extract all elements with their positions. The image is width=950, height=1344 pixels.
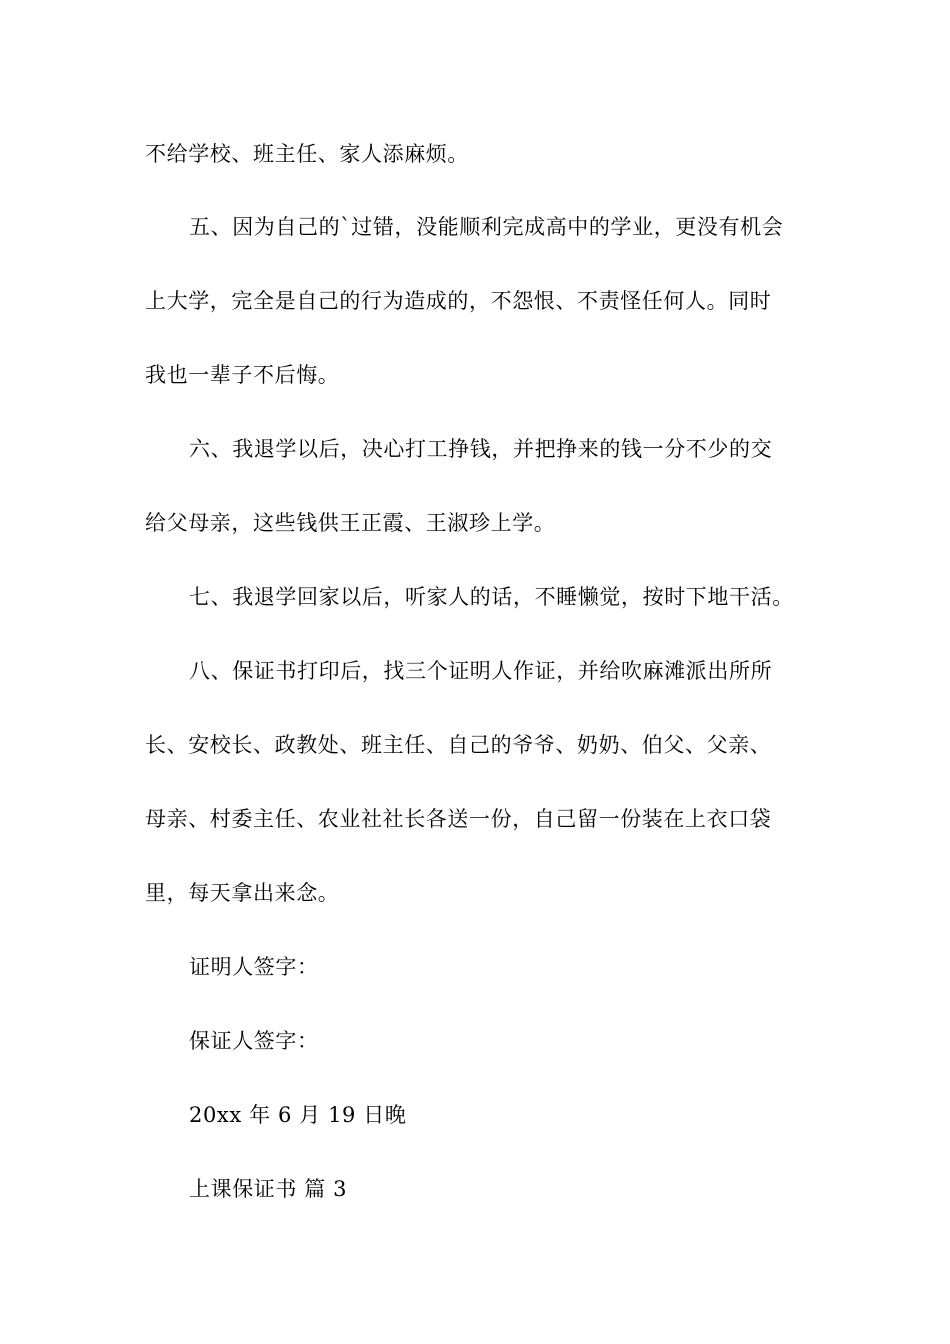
paragraph-8-line-1: 八、保证书打印后，找三个证明人作证，并给吹麻滩派出所所: [189, 659, 773, 683]
paragraph-8-line-4: 里，每天拿出来念。: [145, 881, 340, 905]
section-heading: 上课保证书 篇 3: [189, 1177, 348, 1201]
witness-signature-label: 证明人签字：: [189, 955, 319, 979]
paragraph-5-line-3: 我也一辈子不后悔。: [145, 363, 340, 387]
paragraph-6-line-2: 给父母亲，这些钱供王正霞、王淑珍上学。: [145, 511, 556, 535]
guarantor-signature-label: 保证人签字：: [189, 1029, 319, 1053]
paragraph-8-line-2: 长、安校长、政教处、班主任、自己的爷爷、奶奶、伯父、父亲、: [145, 733, 772, 757]
paragraph-8-line-3: 母亲、村委主任、农业社社长各送一份，自己留一份装在上衣口袋: [145, 807, 772, 831]
paragraph-7: 七、我退学回家以后，听家人的话，不睡懒觉，按时下地干活。: [189, 585, 794, 609]
paragraph-4-end: 不给学校、班主任、家人添麻烦。: [145, 142, 469, 166]
paragraph-5-line-1: 五、因为自己的`过错，没能顺利完成高中的学业，更没有机会: [189, 215, 784, 239]
document-date: 20xx 年 6 月 19 日晚: [189, 1103, 407, 1127]
paragraph-5-line-2: 上大学，完全是自己的行为造成的，不怨恨、不责怪任何人。同时: [145, 289, 772, 313]
paragraph-6-line-1: 六、我退学以后，决心打工挣钱，并把挣来的钱一分不少的交: [189, 437, 773, 461]
